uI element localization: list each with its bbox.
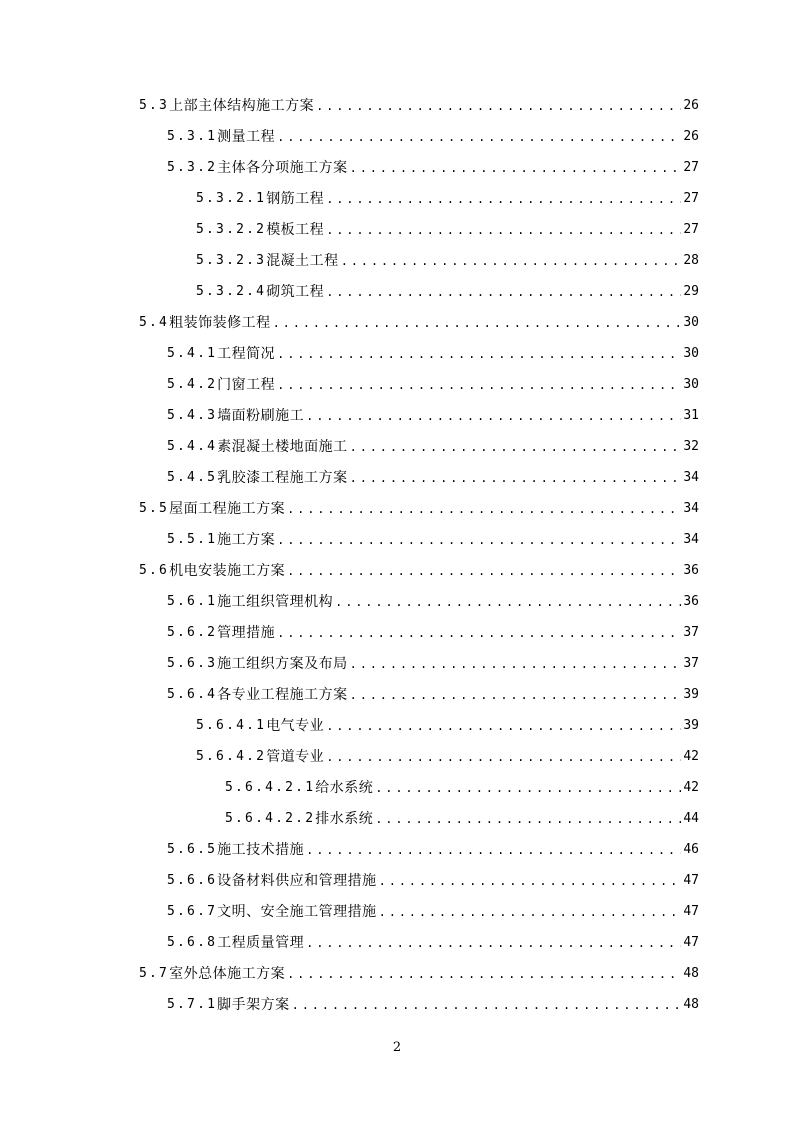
toc-entry[interactable] — [139, 555, 699, 586]
toc-entry-number: 5.5.1 — [167, 531, 218, 547]
toc-entry-title: 粗装饰装修工程 — [169, 314, 271, 331]
toc-dot-leader — [335, 593, 681, 611]
toc-entry-number: 5.3.2.2 — [196, 221, 267, 237]
toc-entry[interactable] — [167, 865, 699, 896]
toc-entry-number: 5.6.4.2 — [196, 748, 267, 764]
toc-entry[interactable] — [139, 493, 699, 524]
toc-entry[interactable] — [196, 741, 699, 772]
toc-dot-leader — [375, 779, 681, 797]
toc-entry-page: 34 — [683, 531, 699, 547]
toc-entry[interactable] — [196, 276, 699, 307]
toc-entry-page: 37 — [683, 624, 699, 640]
toc-entry[interactable] — [167, 338, 699, 369]
toc-entry-title: 工程质量管理 — [217, 934, 305, 951]
toc-entry-title: 设备材料供应和管理措施 — [217, 872, 377, 889]
toc-entry-page: 48 — [683, 996, 699, 1012]
toc-entry-number: 5.7 — [139, 965, 170, 981]
toc-entry[interactable] — [196, 183, 699, 214]
toc-entry-title: 混凝土工程 — [266, 252, 339, 269]
toc-dot-leader — [326, 717, 681, 735]
toc-dot-leader — [350, 686, 682, 704]
toc-entry-title: 各专业工程施工方案 — [217, 686, 348, 703]
toc-entry[interactable] — [196, 214, 699, 245]
toc-dot-leader — [277, 345, 681, 363]
toc-entry-page: 32 — [683, 438, 699, 454]
toc-entry[interactable] — [139, 307, 699, 338]
toc-entry-title: 工程简况 — [217, 345, 276, 362]
toc-entry-number: 5.3.2.3 — [196, 252, 267, 268]
toc-entry[interactable] — [196, 710, 699, 741]
toc-entry-title: 施工方案 — [217, 531, 276, 548]
toc-entry-number: 5.3.2.4 — [196, 283, 267, 299]
toc-entry-title: 测量工程 — [217, 128, 276, 145]
toc-entry-title: 门窗工程 — [217, 376, 276, 393]
toc-entry-title: 乳胶漆工程施工方案 — [217, 469, 348, 486]
toc-entry-title: 文明、安全施工管理措施 — [217, 903, 377, 920]
toc-entry[interactable] — [139, 90, 699, 121]
toc-dot-leader — [350, 655, 682, 673]
toc-entry-title: 砌筑工程 — [266, 283, 325, 300]
toc-entry-number: 5.7.1 — [167, 996, 218, 1012]
toc-dot-leader — [287, 965, 681, 983]
toc-entry-number: 5.6.2 — [167, 624, 218, 640]
toc-entry-number: 5.6.7 — [167, 903, 218, 919]
toc-entry-number: 5.6.4 — [167, 686, 218, 702]
toc-entry-number: 5.6.4.2.1 — [225, 779, 316, 795]
toc-entry-page: 39 — [683, 686, 699, 702]
toc-dot-leader — [350, 469, 682, 487]
toc-dot-leader — [379, 872, 682, 890]
toc-dot-leader — [277, 128, 681, 146]
toc-entry-page: 37 — [683, 655, 699, 671]
toc-entry-number: 5.5 — [139, 500, 170, 516]
toc-entry-title: 给水系统 — [315, 779, 374, 796]
toc-entry[interactable] — [167, 586, 699, 617]
toc-entry[interactable] — [225, 772, 699, 803]
toc-entry-page: 48 — [683, 965, 699, 981]
toc-entry-title: 施工技术措施 — [217, 841, 305, 858]
toc-dot-leader — [326, 748, 681, 766]
toc-dot-leader — [306, 407, 681, 425]
toc-entry-title: 管理措施 — [217, 624, 276, 641]
toc-entry-title: 施工组织方案及布局 — [217, 655, 348, 672]
toc-dot-leader — [306, 934, 681, 952]
toc-entry[interactable] — [167, 834, 699, 865]
toc-entry-page: 36 — [683, 593, 699, 609]
toc-entry-page: 28 — [683, 252, 699, 268]
toc-entry[interactable] — [139, 958, 699, 989]
toc-entry-number: 5.3.1 — [167, 128, 218, 144]
toc-entry-title: 墙面粉刷施工 — [217, 407, 305, 424]
toc-entry-title: 钢筋工程 — [266, 190, 325, 207]
toc-entry[interactable] — [167, 679, 699, 710]
toc-entry-page: 39 — [683, 717, 699, 733]
toc-entry-page: 34 — [683, 469, 699, 485]
toc-entry[interactable] — [167, 648, 699, 679]
toc-entry-title: 屋面工程施工方案 — [169, 500, 286, 517]
toc-entry[interactable] — [167, 462, 699, 493]
toc-entry-page: 47 — [683, 872, 699, 888]
toc-entry-number: 5.6.8 — [167, 934, 218, 950]
toc-dot-leader — [316, 97, 681, 115]
toc-entry-number: 5.4.3 — [167, 407, 218, 423]
toc-entry-title: 素混凝土楼地面施工 — [217, 438, 348, 455]
toc-dot-leader — [287, 500, 681, 518]
toc-entry[interactable] — [225, 803, 699, 834]
toc-dot-leader — [350, 438, 682, 456]
toc-dot-leader — [292, 996, 682, 1014]
toc-entry[interactable] — [196, 245, 699, 276]
toc-entry-title: 施工组织管理机构 — [217, 593, 334, 610]
toc-entry-page: 26 — [683, 97, 699, 113]
toc-entry[interactable] — [167, 152, 699, 183]
toc-entry-number: 5.4.2 — [167, 376, 218, 392]
toc-entry-title: 主体各分项施工方案 — [217, 159, 348, 176]
toc-entry-page: 44 — [683, 810, 699, 826]
toc-dot-leader — [277, 531, 681, 549]
toc-dot-leader — [341, 252, 682, 270]
toc-dot-leader — [287, 562, 681, 580]
toc-dot-leader — [306, 841, 681, 859]
toc-dot-leader — [326, 221, 681, 239]
toc-entry[interactable] — [167, 400, 699, 431]
toc-entry[interactable] — [167, 121, 699, 152]
toc-entry[interactable] — [167, 989, 699, 1020]
toc-entry-number: 5.4.4 — [167, 438, 218, 454]
toc-entry-number: 5.6.3 — [167, 655, 218, 671]
toc-entry-title: 室外总体施工方案 — [169, 965, 286, 982]
toc-entry-page: 27 — [683, 159, 699, 175]
toc-entry-page: 31 — [683, 407, 699, 423]
toc-entry-number: 5.4.1 — [167, 345, 218, 361]
toc-entry-number: 5.4 — [139, 314, 170, 330]
toc-dot-leader — [277, 376, 681, 394]
toc-dot-leader — [375, 810, 681, 828]
toc-entry-title: 上部主体结构施工方案 — [169, 97, 315, 114]
toc-entry-title: 电气专业 — [266, 717, 325, 734]
toc-entry-number: 5.6.6 — [167, 872, 218, 888]
toc-entry-title: 脚手架方案 — [217, 996, 290, 1013]
toc-entry-page: 47 — [683, 934, 699, 950]
toc-entry-number: 5.6.5 — [167, 841, 218, 857]
toc-entry-title: 模板工程 — [266, 221, 325, 238]
toc-dot-leader — [326, 283, 681, 301]
toc-dot-leader — [379, 903, 682, 921]
toc-entry-title: 管道专业 — [266, 748, 325, 765]
toc-entry-number: 5.6.4.1 — [196, 717, 267, 733]
toc-entry-page: 27 — [683, 221, 699, 237]
toc-dot-leader — [273, 314, 682, 332]
toc-entry-page: 34 — [683, 500, 699, 516]
toc-entry-page: 46 — [683, 841, 699, 857]
toc-entry-title: 排水系统 — [315, 810, 374, 827]
toc-entry-page: 26 — [683, 128, 699, 144]
toc-entry-number: 5.4.5 — [167, 469, 218, 485]
toc-entry[interactable] — [167, 369, 699, 400]
toc-entry-page: 42 — [683, 748, 699, 764]
toc-entry-page: 30 — [683, 376, 699, 392]
toc-entry[interactable] — [167, 431, 699, 462]
toc-dot-leader — [350, 159, 682, 177]
toc-entry-page: 36 — [683, 562, 699, 578]
toc-dot-leader — [326, 190, 681, 208]
toc-entry[interactable] — [167, 896, 699, 927]
toc-entry[interactable] — [167, 524, 699, 555]
toc-entry-page: 30 — [683, 314, 699, 330]
toc-dot-leader — [277, 624, 681, 642]
toc-entry-page: 30 — [683, 345, 699, 361]
toc-entry-number: 5.3 — [139, 97, 170, 113]
toc-entry-page: 47 — [683, 903, 699, 919]
page-number: 2 — [392, 1040, 402, 1055]
toc-entry-page: 27 — [683, 190, 699, 206]
toc-entry-number: 5.6.1 — [167, 593, 218, 609]
toc-entry-number: 5.6 — [139, 562, 170, 578]
toc-entry-page: 29 — [683, 283, 699, 299]
toc-entry[interactable] — [167, 617, 699, 648]
toc-entry-number: 5.3.2.1 — [196, 190, 267, 206]
toc-entry[interactable] — [167, 927, 699, 958]
toc-entry-title: 机电安装施工方案 — [169, 562, 286, 579]
toc-entry-number: 5.6.4.2.2 — [225, 810, 316, 826]
toc-entry-page: 42 — [683, 779, 699, 795]
toc-entry-number: 5.3.2 — [167, 159, 218, 175]
